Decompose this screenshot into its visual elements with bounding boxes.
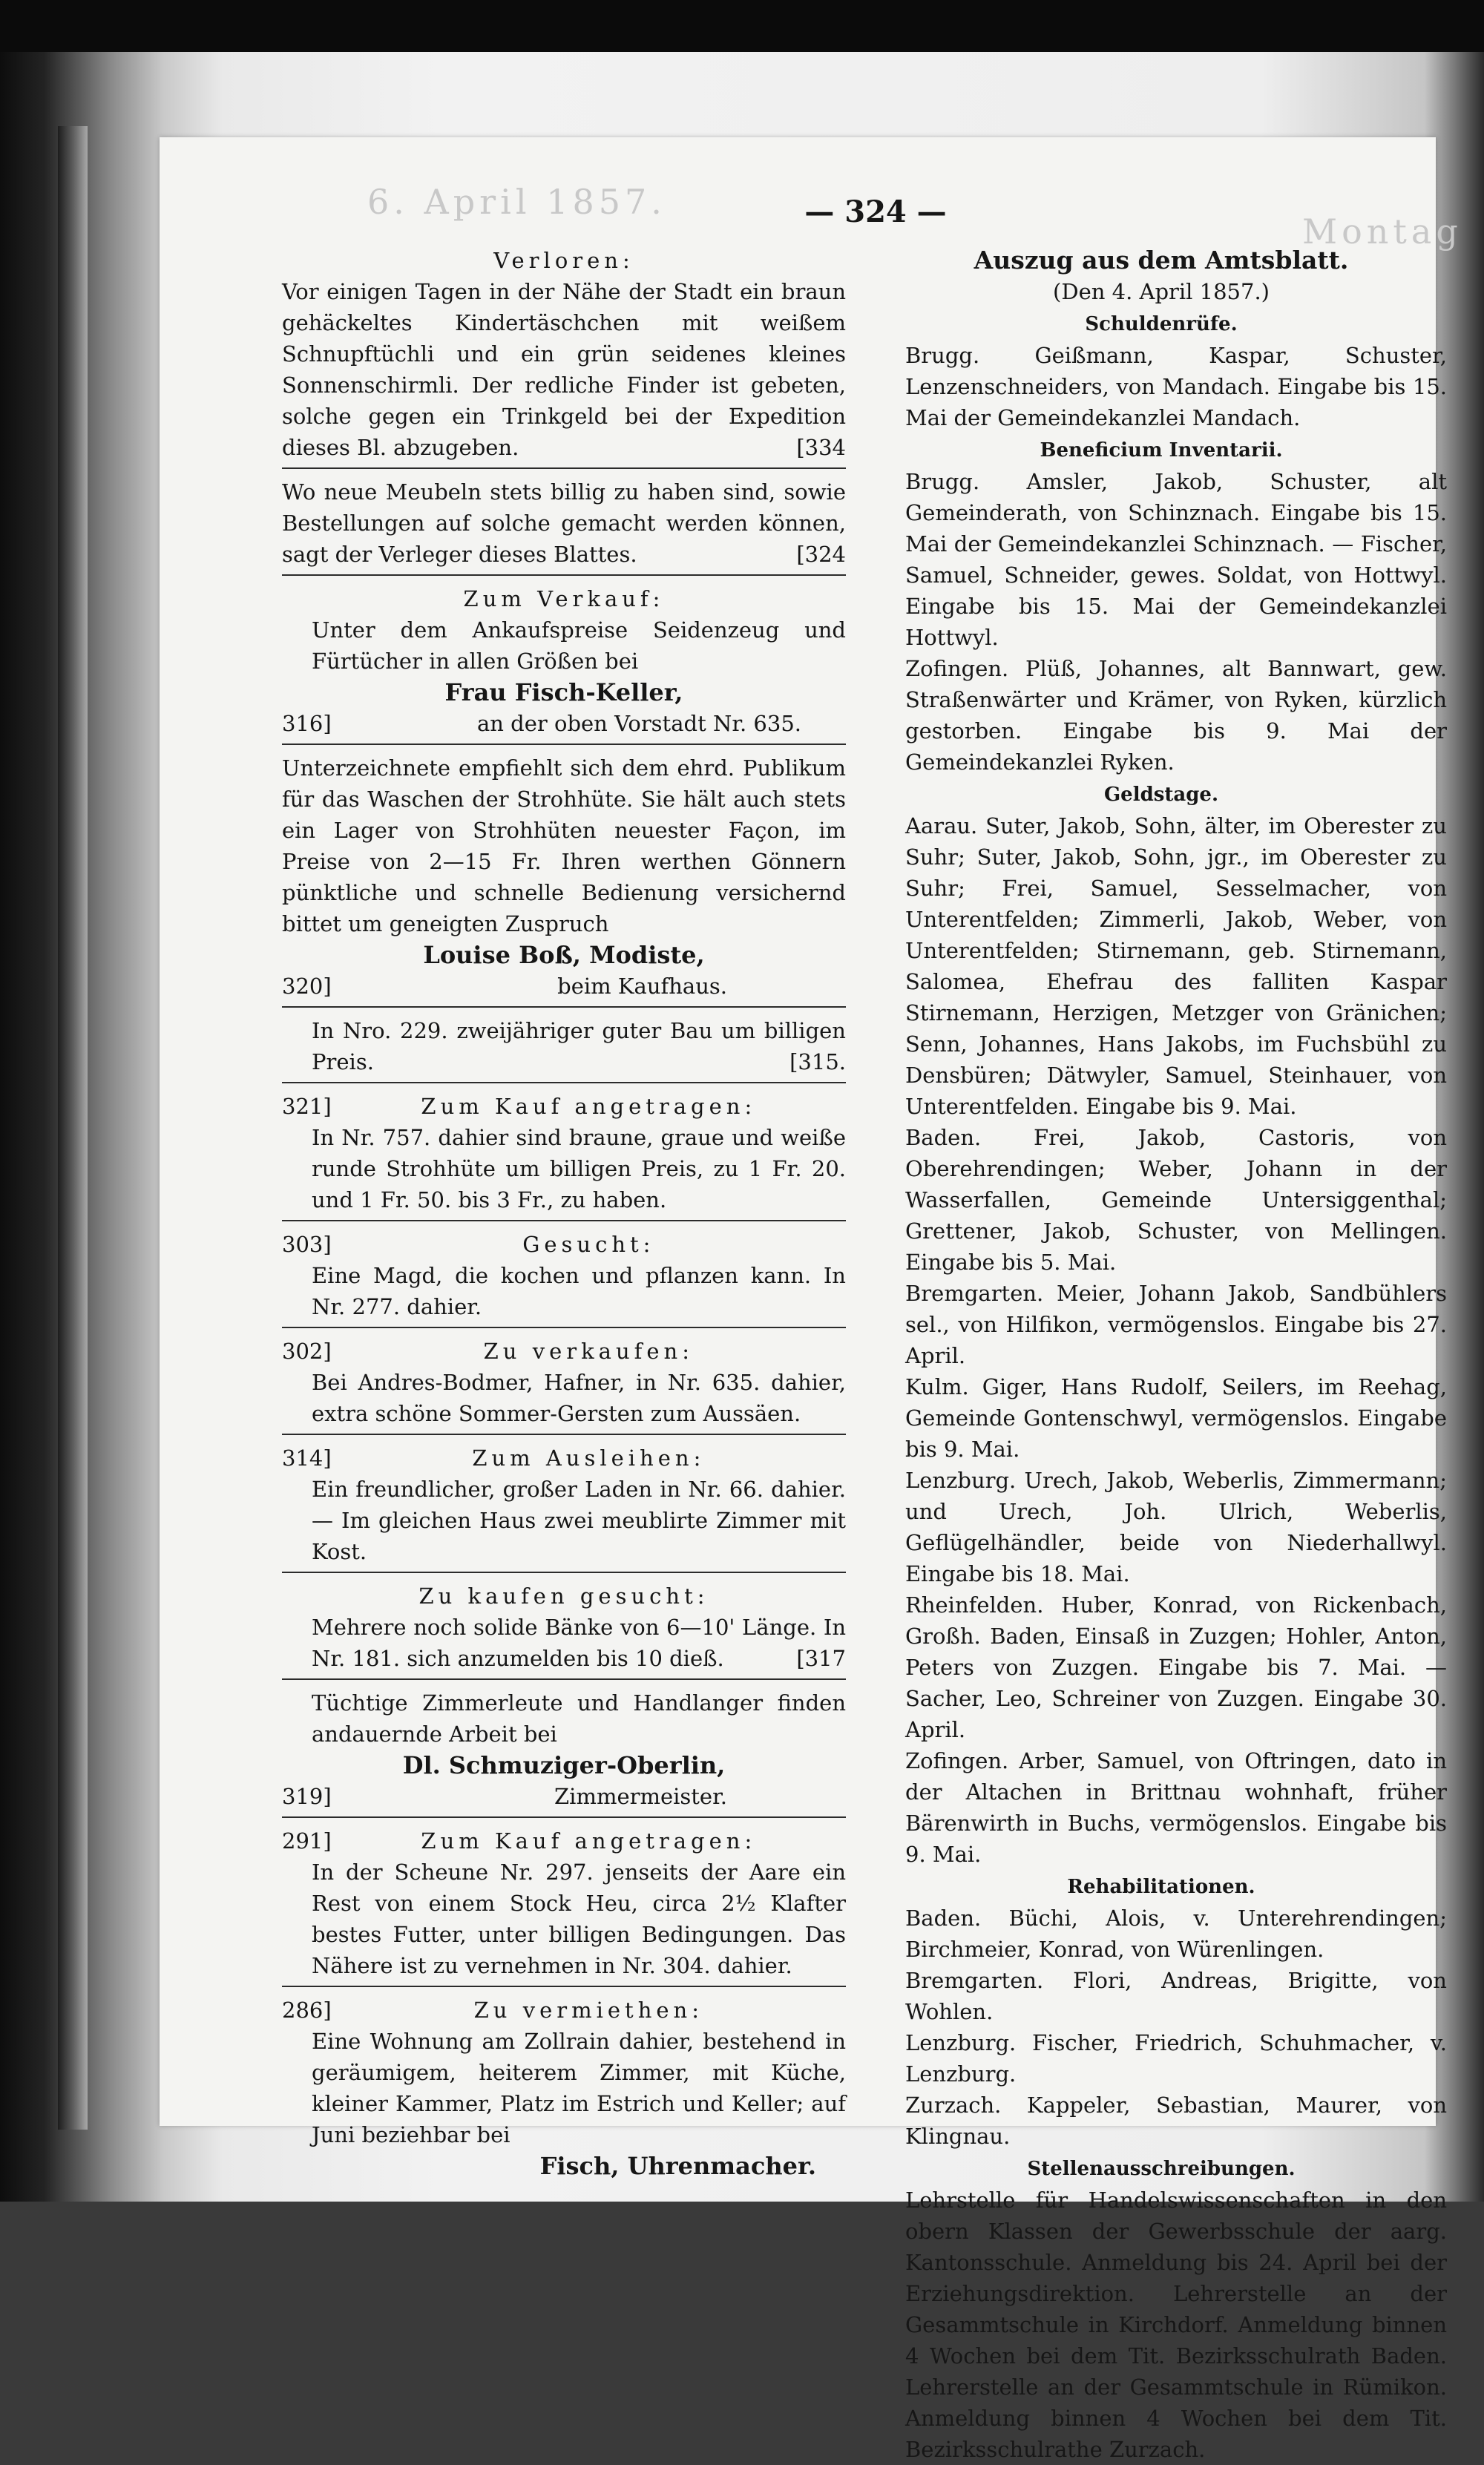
ad-stock-heu (282, 1825, 846, 1981)
section-paragraph: Bremgarten. Flori, Andreas, Brigitte, von Wohlen. (905, 1968, 1447, 2024)
ad-zu-vermiethen (282, 1995, 846, 2182)
divider (282, 1220, 846, 1221)
divider (282, 1816, 846, 1818)
section-paragraph: Lenzburg. Fischer, Friedrich, Schuhmacher, v. Lenzburg. (905, 2030, 1447, 2087)
ad-footer (282, 1781, 846, 1812)
book-spine-edge (58, 126, 88, 2130)
divider (282, 1678, 846, 1680)
ad-text: Eine Magd, die kochen und pflanzen kann. In Nr. 277. dahier. (312, 1263, 846, 1319)
section-heading: Beneficium Inventarii. (1040, 439, 1283, 462)
ad-text: In der Scheune Nr. 297. jenseits der Aare ein Rest von einem Stock Heu, circa 2½ Klafter bestes Futter, unter billigen Bedingungen. Das Nähere ist zu vernehmen in Nr. 304. dahier. (312, 1860, 846, 1978)
ad-address: beim Kaufhaus. (557, 974, 727, 999)
ad-number: 316] (282, 711, 332, 736)
ad-address: an der oben Vorstadt Nr. 635. (477, 711, 801, 736)
ad-text: Ein freundlicher, großer Laden in Nr. 66. dahier. — Im gleichen Haus zwei meublirte Zimmer mit Kost. (312, 1477, 846, 1564)
section-paragraph: Baden. Frei, Jakob, Castoris, von Oberehrendingen; Weber, Johann in der Wasserfallen, Gemeinde Untersiggenthal; Grettener, Jakob, Schuster, von Mellingen. Eingabe bis 5. Mai. (905, 1125, 1447, 1275)
section-heading: Geldstage. (1103, 784, 1219, 806)
ad-zu-kaufen-gesucht (282, 1581, 846, 1674)
ad-number: 291] (282, 1828, 332, 1854)
ad-ref: [334 (796, 435, 846, 460)
section-paragraph: Lehrstelle für Handelswissenschaften in den obern Klassen der Gewerbsschule der aarg. Kantonsschule. Anmeldung bis 24. April bei der Erziehungsdirektion. Lehrerstelle an der Gesammtschule in Kirchdorf. Anmeldung binnen 4 Wochen bei dem Tit. Bezirksschulrath Baden. Lehrerstelle an der Gesammtschule in Rümikon. Anmeldung binnen 4 Wochen bei dem Tit. Bezirksschulrathe Zurzach. (905, 2187, 1447, 2462)
ad-heading: Zu verkaufen: (483, 1339, 694, 1364)
ad-gesucht (282, 1229, 846, 1322)
left-column (282, 245, 846, 2186)
section-paragraph: Lenzburg. Urech, Jakob, Weberlis, Zimmermann; und Urech, Joh. Ulrich, Weberlis, Geflügelhändler, beide von Niederhallwyl. Eingabe bis 18. Mai. (905, 1468, 1447, 1586)
ad-number: 320] (282, 974, 332, 999)
ad-signature: Fisch, Uhrenmacher. (539, 2152, 816, 2180)
section-paragraph: Kulm. Giger, Hans Rudolf, Seilers, im Reehag, Gemeinde Gontenschwyl, vermögenslos. Eingabe bis 9. Mai. (905, 1374, 1447, 1462)
divider (282, 467, 846, 469)
ad-ref: [324 (796, 542, 846, 567)
ad-meubeln (282, 476, 846, 570)
section-paragraph: Zofingen. Arber, Samuel, von Oftringen, dato in der Altachen in Brittnau wohnhaft, früher Bärenwirth in Buchs, vermögenslos. Eingabe bis 9. Mai. (905, 1748, 1447, 1867)
scan-top-band (0, 0, 1484, 52)
ad-text: Vor einigen Tagen in der Nähe der Stadt ein braun gehäckeltes Kindertäschchen mit weißem Schnupftüchli und ein grün seidenes kleines Sonnenschirmli. Der redliche Finder ist gebeten, solche gegen ein Trinkgeld bei der Expedition dieses Bl. abzugeben. [334 (282, 276, 846, 463)
ad-number: 286] (282, 1998, 332, 2023)
ad-heading: Verloren: (493, 248, 634, 273)
ad-text: In Nro. 229. zweijähriger guter Bau um billigen Preis. [315. (282, 1015, 846, 1077)
ad-strohhuete-waschen (282, 752, 846, 1002)
ad-text: Tüchtige Zimmerleute und Handlanger finden andauernde Arbeit bei (312, 1690, 846, 1747)
ad-text: Wo neue Meubeln stets billig zu haben sind, sowie Bestellungen auf solche gemacht werden können, sagt der Verleger dieses Blattes. [324 (282, 476, 846, 570)
ad-heading: Zum Verkauf: (463, 586, 665, 611)
ad-signature: Dl. Schmuziger-Oberlin, (402, 1751, 726, 1779)
ad-heading: Zu kaufen gesucht: (418, 1583, 709, 1609)
page-number: — 324 — (804, 194, 947, 229)
ad-text: In Nr. 757. dahier sind braune, graue und weiße runde Strohhüte um billigen Preis, zu 1 Fr. 20. und 1 Fr. 50. bis 3 Fr., zu haben. (312, 1125, 846, 1212)
ad-ref: [315. (789, 1049, 846, 1074)
ad-zu-verkaufen (282, 1336, 846, 1429)
ad-kauf-strohhuete (282, 1091, 846, 1215)
section-paragraph: Baden. Büchi, Alois, v. Unterehrendingen; Birchmeier, Konrad, von Würenlingen. (905, 1906, 1447, 1962)
divider (282, 1082, 846, 1083)
section-paragraph: Rheinfelden. Huber, Konrad, von Rickenbach, Großh. Baden, Einsaß in Zuzgen; Hohler, Anton, Peters von Zuzgen. Eingabe bis 7. Mai. — Sacher, Leo, Schreiner von Zuzgen. Eingabe 30. April. (905, 1592, 1447, 1742)
bleed-through-top: 6. April 1857. (367, 182, 666, 222)
ad-signature: Louise Boß, Modiste, (423, 941, 705, 969)
ad-ref: [317 (796, 1646, 846, 1671)
section-heading: Rehabilitationen. (1067, 1876, 1255, 1898)
right-column (876, 245, 1447, 2465)
ad-number: 321] (282, 1094, 332, 1119)
ad-heading: Zum Kauf angetragen: (421, 1828, 757, 1854)
ad-bau (282, 1015, 846, 1077)
section-paragraph: Zofingen. Plüß, Johannes, alt Bannwart, gew. Straßenwärter und Krämer, von Ryken, kürzlich gestorben. Eingabe bis 9. Mai der Gemeindekanzlei Ryken. (905, 656, 1447, 775)
ad-text: Eine Wohnung am Zollrain dahier, bestehend in geräumigem, heiterem Zimmer, mit Küche, kleiner Kammer, Platz im Estrich und Keller; auf Juni beziehbar bei (312, 2029, 846, 2147)
ad-zimmerleute (282, 1687, 846, 1812)
amtsblatt-title: Auszug aus dem Amtsblatt. (974, 246, 1349, 275)
section-heading: Stellenausschreibungen. (1027, 2158, 1296, 2180)
divider (282, 574, 846, 576)
ad-signature: Frau Fisch-Keller, (444, 678, 683, 706)
section-paragraph: Brugg. Amsler, Jakob, Schuster, alt Gemeinderath, von Schinznach. Eingabe bis 15. Mai der Gemeindekanzlei Schinznach. — Fischer, Samuel, Schneider, gewes. Soldat, von Hottwyl. Eingabe bis 15. Mai der Gemeindekanzlei Hottwyl. (905, 469, 1447, 650)
section-paragraph: Aarau. Suter, Jakob, Sohn, älter, im Oberester zu Suhr; Suter, Jakob, Sohn, jgr., im Oberester zu Suhr; Frei, Samuel, Sesselmacher, von Unterentfelden; Zimmerli, Jakob, Weber, von Unterentfelden; Stirnemann, geb. Stirnemann, Salomea, Ehefrau des falliten Kaspar Stirnemann, Herzigen, Metzger von Gränichen; Senn, Johannes, Hans Jakobs, im Fuchsbühl zu Densbüren; Dätwyler, Samuel, Steinhauer, von Unterentfelden. Eingabe bis 9. Mai. (905, 813, 1447, 1119)
ad-number: 303] (282, 1232, 332, 1257)
ad-text: Bei Andres-Bodmer, Hafner, in Nr. 635. dahier, extra schöne Sommer-Gersten zum Aussäen. (312, 1370, 846, 1426)
ad-number: 302] (282, 1339, 332, 1364)
ad-heading: Zum Ausleihen: (472, 1445, 706, 1471)
ad-verloren (282, 245, 846, 463)
ad-zum-verkauf (282, 583, 846, 739)
divider (282, 1006, 846, 1008)
ad-heading: Zu vermiethen: (473, 1998, 703, 2023)
ad-footer (282, 708, 846, 739)
ad-footer (282, 971, 846, 1002)
ad-heading: Zum Kauf angetragen: (421, 1094, 757, 1119)
divider (282, 744, 846, 745)
bleed-through-right: Montag (1302, 211, 1462, 252)
divider (282, 1434, 846, 1435)
section-paragraph: Bremgarten. Meier, Johann Jakob, Sandbühlers sel., von Hilfikon, vermögenslos. Eingabe bis 27. April. (905, 1281, 1447, 1368)
divider (282, 1986, 846, 1987)
section-paragraph: Zurzach. Kappeler, Sebastian, Maurer, von Klingnau. (905, 2093, 1447, 2149)
ad-zum-ausleihen (282, 1442, 846, 1567)
ad-heading: Gesucht: (522, 1232, 655, 1257)
ad-address: Zimmermeister. (554, 1784, 727, 1809)
ad-number: 319] (282, 1784, 332, 1809)
ad-number: 314] (282, 1445, 332, 1471)
amtsblatt-date: (Den 4. April 1857.) (1053, 279, 1270, 304)
section-heading: Schuldenrüfe. (1085, 313, 1238, 335)
ad-text: Unter dem Ankaufspreise Seidenzeug und Fürtücher in allen Größen bei (312, 617, 846, 674)
divider (282, 1572, 846, 1573)
ad-text: Mehrere noch solide Bänke von 6—10' Länge. In Nr. 181. sich anzumelden bis 10 dieß. [317 (282, 1612, 846, 1674)
divider (282, 1327, 846, 1328)
ad-text: Unterzeichnete empfiehlt sich dem ehrd. Publikum für das Waschen der Strohhüte. Sie hält auch stets ein Lager von Strohhüten neuester Façon, im Preise von 2—15 Fr. Ihren werthen Gönnern pünktliche und schnelle Bedienung versichernd bittet um geneigten Zuspruch (282, 755, 846, 936)
section-paragraph: Brugg. Geißmann, Kaspar, Schuster, Lenzenschneiders, von Mandach. Eingabe bis 15. Mai der Gemeindekanzlei Mandach. (905, 343, 1447, 430)
